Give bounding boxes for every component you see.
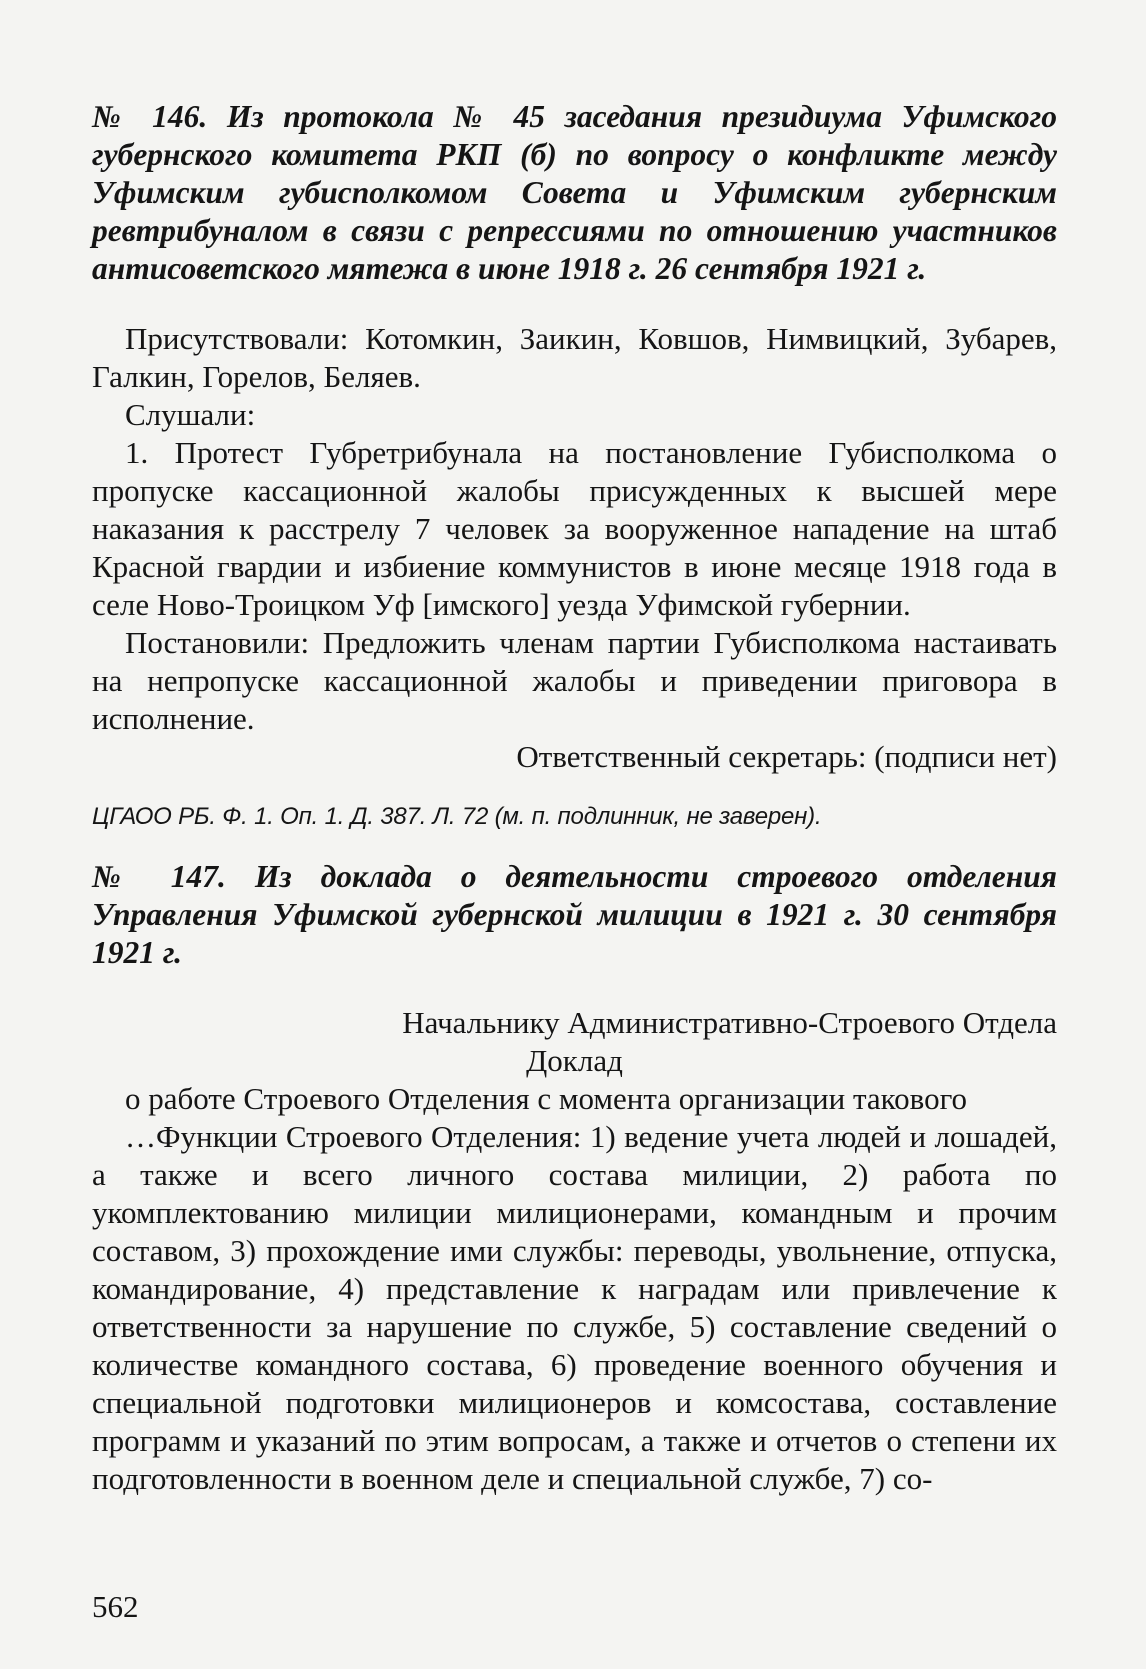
secretary-signature: Ответственный секретарь: (подписи нет) bbox=[516, 739, 1057, 774]
document-147-heading: № 147. Из доклада о деятельности строевого отделения Управления Уфимской губернской милиции в 1921 г. 30 сентября 1921 г. bbox=[92, 859, 1057, 970]
agenda-item-1: 1. Протест Губретрибунала на постановление Губисполкома о пропуске кассационной жалобы присужденных к высшей мере наказания к расстрелу 7 человек за вооруженное нападение на штаб Красной гвардии и избиение коммунистов в июне месяце 1918 года в селе Ново-Троицком Уф [имского] уезда Уфимской губернии. bbox=[92, 435, 1057, 622]
archive-source-146: ЦГАОО РБ. Ф. 1. Оп. 1. Д. 387. Л. 72 (м. п. подлинник, не заверен). bbox=[92, 803, 822, 830]
addressee-line: Начальнику Административно-Строевого Отдела bbox=[402, 1005, 1057, 1040]
document-page bbox=[92, 98, 1057, 1498]
report-body: …Функции Строевого Отделения: 1) ведение учета людей и лошадей, а также и всего личного состава милиции, 2) работа по укомплектованию милиции милиционерами, командным и прочим составом, 3) прохождение ими службы: переводы, увольнение, отпуска, командирование, 4) представление к наградам или привлечение к ответственности за нарушение по службе, 5) составление сведений о количестве командного состава, 6) проведение военного обучения и специальной подготовки милиционеров и комсостава, составление программ и указаний по этим вопросам, а также и отчетов о степени их подготовленности в военном деле и специальной службе, 7) со- bbox=[92, 1119, 1057, 1496]
heard-label: Слушали: bbox=[125, 397, 256, 432]
report-title: Доклад bbox=[526, 1043, 623, 1078]
document-147 bbox=[92, 858, 1057, 1498]
resolution-paragraph: Постановили: Предложить членам партии Губисполкома настаивать на непропуске кассационной жалобы и приведении приговора в исполнение. bbox=[92, 625, 1057, 736]
document-146 bbox=[92, 98, 1057, 832]
attendees-paragraph: Присутствовали: Котомкин, Заикин, Ковшов, Нимвицкий, Зубарев, Галкин, Горелов, Беляев. bbox=[92, 321, 1057, 394]
page-number: 562 bbox=[92, 1589, 139, 1624]
document-146-heading: № 146. Из протокола № 45 заседания президиума Уфимского губернского комитета РКП (б) по вопросу о конфликте между Уфимским губисполкомом Совета и Уфимским губернским ревтрибуналом в связи с репрессиями по отношению участников антисоветского мятежа в июне 1918 г. 26 сентября 1921 г. bbox=[92, 99, 1057, 286]
report-subject: о работе Строевого Отделения с момента организации такового bbox=[125, 1081, 968, 1116]
